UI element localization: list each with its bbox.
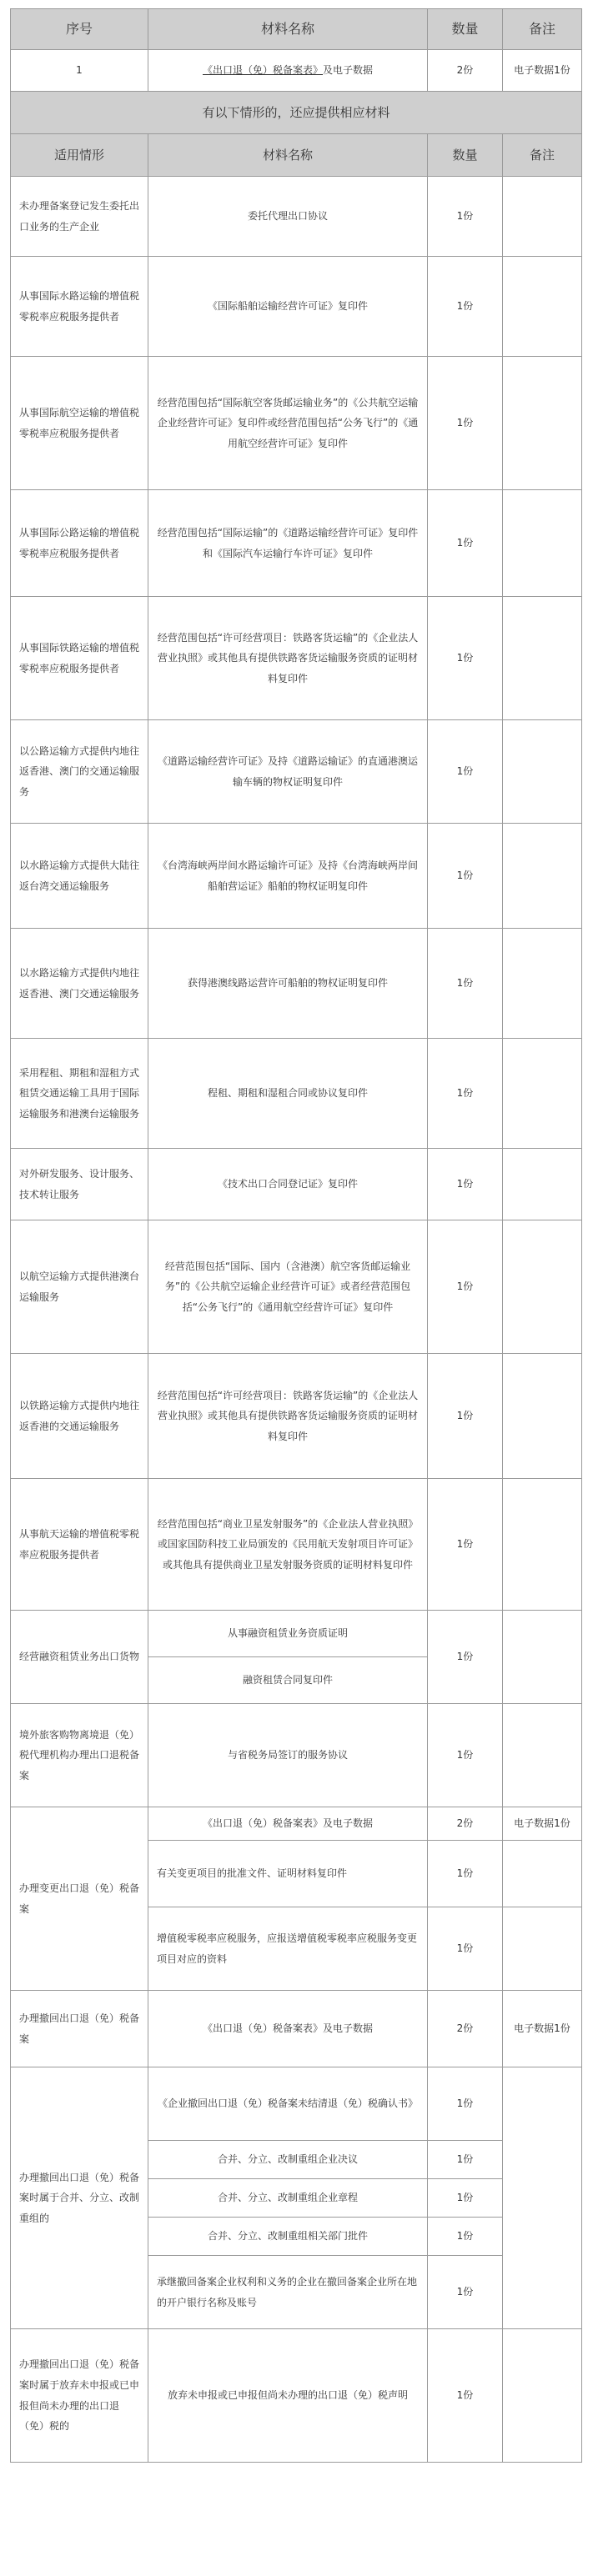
- row-note: [503, 1149, 582, 1220]
- row-name: 《技术出口合同登记证》复印件: [148, 1149, 428, 1220]
- row-qty: 1份: [428, 1704, 503, 1807]
- row-name: 经营范围包括“商业卫星发射服务”的《企业法人营业执照》或国家国防科技工业局颁发的《民用航天发射项目许可证》或其他具有提供商业卫星发射服务资质的证明材料复印件: [148, 1479, 428, 1611]
- row-note: [503, 357, 582, 490]
- row-note: [503, 1039, 582, 1149]
- row-case: 办理变更出口退（免）税备案: [11, 1807, 148, 1991]
- row-case: 从事国际航空运输的增值税零税率应税服务提供者: [11, 357, 148, 490]
- row-qty: 2份: [428, 50, 503, 92]
- table-row: [11, 2067, 582, 2141]
- table-row: [11, 2329, 582, 2463]
- row-case: 对外研发服务、设计服务、技术转让服务: [11, 1149, 148, 1220]
- row-case: 办理撤回出口退（免）税备案时属于合并、分立、改制重组的: [11, 2067, 148, 2329]
- table-row: [11, 1807, 582, 1841]
- row-name: 《企业撤回出口退（免）税备案未结清退（免）税确认书》: [148, 2067, 428, 2141]
- table-row: [11, 257, 582, 357]
- row-no: 1: [11, 50, 148, 92]
- row-qty: 1份: [428, 1039, 503, 1149]
- table-row: [11, 720, 582, 824]
- row-note: [503, 824, 582, 929]
- row-case: 采用程租、期租和湿租方式租赁交通运输工具用于国际运输服务和港澳台运输服务: [11, 1039, 148, 1149]
- section-title: 有以下情形的，还应提供相应材料: [11, 92, 582, 134]
- table-row: [11, 1039, 582, 1149]
- row-qty: 1份: [428, 2067, 503, 2141]
- row-name: 经营范围包括“国际、国内（含港澳）航空客货邮运输业务”的《公共航空运输企业经营许可证》或者经营范围包括“公务飞行”的《通用航空经营许可证》复印件: [148, 1220, 428, 1354]
- row-case: 从事国际铁路运输的增值税零税率应税服务提供者: [11, 597, 148, 720]
- row-qty: 1份: [428, 177, 503, 257]
- row-name: 委托代理出口协议: [148, 177, 428, 257]
- filing-form-link[interactable]: 《出口退（免）税备案表》: [202, 64, 323, 77]
- row-qty: 1份: [428, 1149, 503, 1220]
- row-qty: 1份: [428, 597, 503, 720]
- row-qty: 1份: [428, 1841, 503, 1907]
- sub-header-case: 适用情形: [11, 134, 148, 177]
- row-name: 经营范围包括“国际运输”的《道路运输经营许可证》复印件和《国际汽车运输行车许可证》复印件: [148, 490, 428, 597]
- row-name: 增值税零税率应税服务，应报送增值税零税率应税服务变更项目对应的资料: [148, 1907, 428, 1991]
- row-note: 电子数据1份: [503, 1807, 582, 1841]
- row-qty: 1份: [428, 357, 503, 490]
- table-row: [11, 50, 582, 92]
- table-header-row: [11, 9, 582, 50]
- row-note: [503, 1220, 582, 1354]
- row-qty: 1份: [428, 720, 503, 824]
- row-qty: 1份: [428, 257, 503, 357]
- row-name: 与省税务局签订的服务协议: [148, 1704, 428, 1807]
- row-qty: 1份: [428, 1354, 503, 1479]
- row-name: 经营范围包括“许可经营项目：铁路客货运输”的《企业法人营业执照》或其他具有提供铁路客货运输服务资质的证明材料复印件: [148, 597, 428, 720]
- table-row: [11, 1991, 582, 2067]
- row-name: 经营范围包括“许可经营项目：铁路客货运输”的《企业法人营业执照》或其他具有提供铁路客货运输服务资质的证明材料复印件: [148, 1354, 428, 1479]
- table-row: [11, 1354, 582, 1479]
- table-row: [11, 597, 582, 720]
- sub-header-note: 备注: [503, 134, 582, 177]
- row-qty: 1份: [428, 1611, 503, 1704]
- row-qty: 1份: [428, 2218, 503, 2256]
- header-name: 材料名称: [148, 9, 428, 50]
- sub-header-qty: 数量: [428, 134, 503, 177]
- row-qty: 1份: [428, 490, 503, 597]
- table-row: [11, 1479, 582, 1611]
- row-case: 以铁路运输方式提供内地往返香港的交通运输服务: [11, 1354, 148, 1479]
- row-qty: 1份: [428, 2329, 503, 2463]
- table-row: [11, 824, 582, 929]
- row-name: 合并、分立、改制重组相关部门批件: [148, 2218, 428, 2256]
- row-case: 办理撤回出口退（免）税备案: [11, 1991, 148, 2067]
- row-name: 获得港澳线路运营许可船舶的物权证明复印件: [148, 929, 428, 1039]
- row-qty: 1份: [428, 824, 503, 929]
- row-note: [503, 929, 582, 1039]
- header-no: 序号: [11, 9, 148, 50]
- row-qty: 1份: [428, 2141, 503, 2179]
- row-qty: 2份: [428, 1807, 503, 1841]
- table-row: [11, 490, 582, 597]
- row-name: 《出口退（免）税备案表》及电子数据: [148, 1991, 428, 2067]
- row-case: 从事国际水路运输的增值税零税率应税服务提供者: [11, 257, 148, 357]
- row-name: 《国际船舶运输经营许可证》复印件: [148, 257, 428, 357]
- row-case: 以公路运输方式提供内地往返香港、澳门的交通运输服务: [11, 720, 148, 824]
- row-name: 合并、分立、改制重组企业决议: [148, 2141, 428, 2179]
- row-note: [503, 720, 582, 824]
- row-qty: 1份: [428, 2179, 503, 2218]
- row-qty: 2份: [428, 1991, 503, 2067]
- row-note: [503, 1841, 582, 1907]
- row-case: 以水路运输方式提供内地往返香港、澳门交通运输服务: [11, 929, 148, 1039]
- row-name: 从事融资租赁业务资质证明: [148, 1611, 428, 1657]
- table-row: [11, 1220, 582, 1354]
- row-case: 从事国际公路运输的增值税零税率应税服务提供者: [11, 490, 148, 597]
- row-name: 《出口退（免）税备案表》及电子数据: [148, 50, 428, 92]
- row-note: [503, 1907, 582, 1991]
- row-note: [503, 2067, 582, 2329]
- row-case: 从事航天运输的增值税零税率应税服务提供者: [11, 1479, 148, 1611]
- row-name: 《台湾海峡两岸间水路运输许可证》及持《台湾海峡两岸间船舶营运证》船舶的物权证明复印件: [148, 824, 428, 929]
- table-row: [11, 1611, 582, 1657]
- row-name: 《出口退（免）税备案表》及电子数据: [148, 1807, 428, 1841]
- table-row: [11, 357, 582, 490]
- row-case: 以水路运输方式提供大陆往返台湾交通运输服务: [11, 824, 148, 929]
- materials-table: [10, 8, 582, 2463]
- row-qty: 1份: [428, 2256, 503, 2329]
- row-note: 电子数据1份: [503, 50, 582, 92]
- row-name: 有关变更项目的批准文件、证明材料复印件: [148, 1841, 428, 1907]
- row-case: 办理撤回出口退（免）税备案时属于放弃未申报或已申报但尚未办理的出口退（免）税的: [11, 2329, 148, 2463]
- row-qty: 1份: [428, 929, 503, 1039]
- section-title-row: [11, 92, 582, 134]
- row-qty: 1份: [428, 1907, 503, 1991]
- row-case: 境外旅客购物离境退（免）税代理机构办理出口退税备案: [11, 1704, 148, 1807]
- row-note: [503, 2329, 582, 2463]
- sub-header-name: 材料名称: [148, 134, 428, 177]
- sub-header-row: [11, 134, 582, 177]
- row-name: 程租、期租和湿租合同或协议复印件: [148, 1039, 428, 1149]
- row-case: 以航空运输方式提供港澳台运输服务: [11, 1220, 148, 1354]
- row-note: 电子数据1份: [503, 1991, 582, 2067]
- table-row: [11, 929, 582, 1039]
- row-note: [503, 1704, 582, 1807]
- row-note: [503, 490, 582, 597]
- row-note: [503, 257, 582, 357]
- row-note: [503, 597, 582, 720]
- row-name: 承继撤回备案企业权利和义务的企业在撤回备案企业所在地的开户银行名称及账号: [148, 2256, 428, 2329]
- row-note: [503, 177, 582, 257]
- table-row: [11, 1149, 582, 1220]
- row-case: 未办理备案登记发生委托出口业务的生产企业: [11, 177, 148, 257]
- table-row: [11, 1704, 582, 1807]
- row-name: 放弃未申报或已申报但尚未办理的出口退（免）税声明: [148, 2329, 428, 2463]
- table-row: [11, 177, 582, 257]
- row-name: 《道路运输经营许可证》及持《道路运输证》的直通港澳运输车辆的物权证明复印件: [148, 720, 428, 824]
- row-case: 经营融资租赁业务出口货物: [11, 1611, 148, 1704]
- row-name: 合并、分立、改制重组企业章程: [148, 2179, 428, 2218]
- header-note: 备注: [503, 9, 582, 50]
- row-note: [503, 1611, 582, 1704]
- row-qty: 1份: [428, 1479, 503, 1611]
- row-qty: 1份: [428, 1220, 503, 1354]
- row-note: [503, 1479, 582, 1611]
- row-name: 融资租赁合同复印件: [148, 1657, 428, 1704]
- row-note: [503, 1354, 582, 1479]
- row-name: 经营范围包括“国际航空客货邮运输业务”的《公共航空运输企业经营许可证》复印件或经营范围包括“公务飞行”的《通用航空经营许可证》复印件: [148, 357, 428, 490]
- header-qty: 数量: [428, 9, 503, 50]
